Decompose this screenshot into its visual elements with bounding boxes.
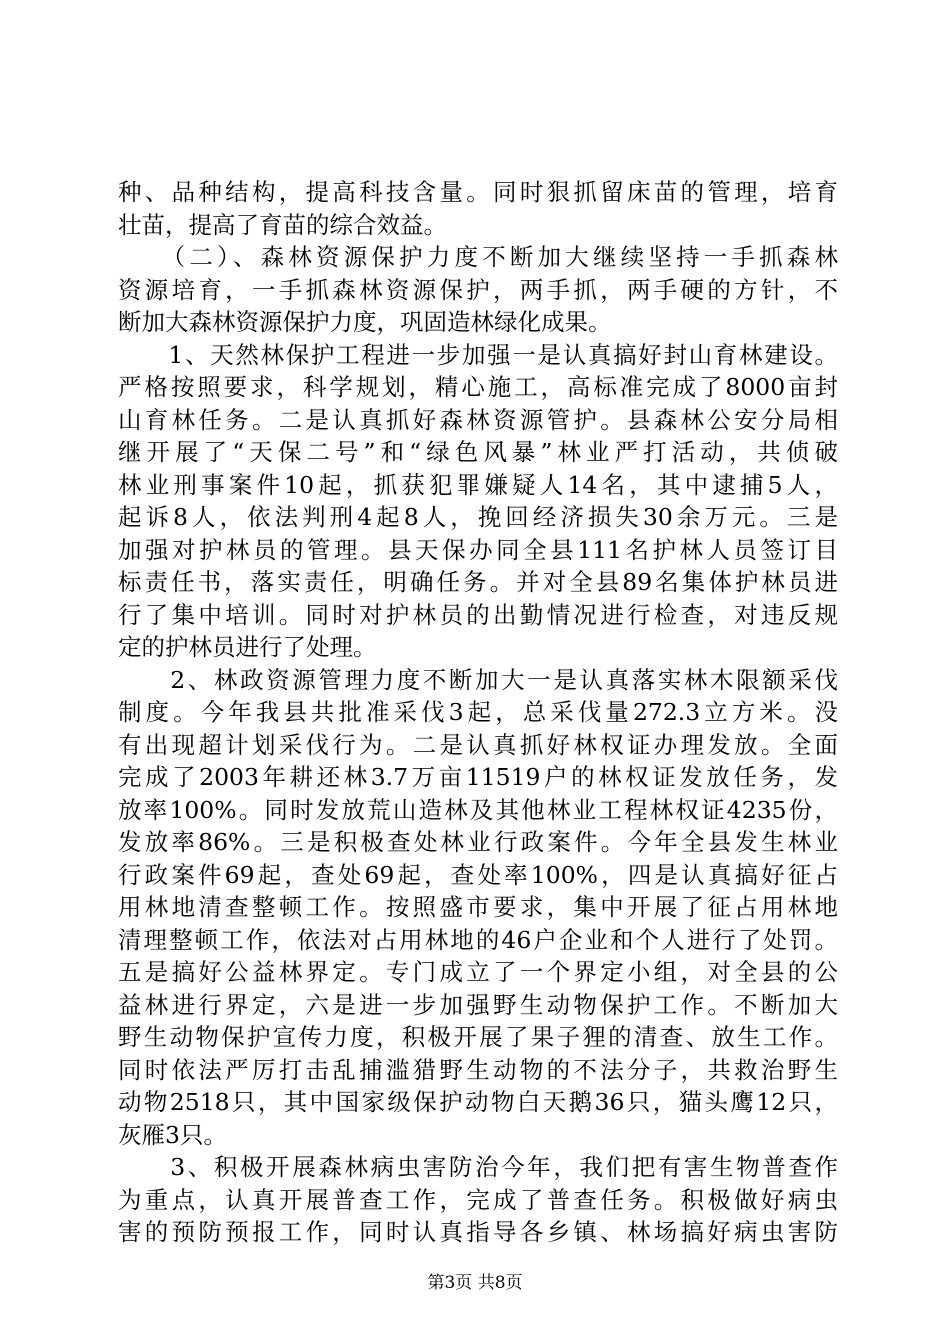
text-line: 完成了2003年耕还林3.7万亩11519户的林权证发放任务，发 [118,763,838,791]
text-line: 为重点，认真开展普查工作，完成了普查任务。积极做好病虫 [118,1185,838,1214]
text-line: 五是搞好公益林界定。专门成立了一个界定小组，对全县的公 [118,958,838,986]
text-line: 害的预防预报工作，同时认真指导各乡镇、林场搞好病虫害防 [118,1218,838,1246]
text-line: 清理整顿工作，依法对占用林地的46户企业和个人进行了处罚。 [118,925,838,954]
text-line: 发放率86%。三是积极查处林业行政案件。今年全县发生林业 [118,828,838,856]
text-line: （二）、森林资源保护力度不断加大继续坚持一手抓森林 [118,243,838,271]
text-line: 2、林政资源管理力度不断加大一是认真落实林木限额采伐 [118,665,838,694]
text-line: 动物2518只，其中国家级保护动物白天鹅36只，猫头鹰12只， [118,1088,838,1116]
text-line: 标责任书，落实责任，明确任务。并对全县89名集体护林员进 [118,568,838,596]
text-line: 断加大森林资源保护力度，巩固造林绿化成果。 [118,308,612,336]
text-line: 灰雁3只。 [118,1120,227,1149]
text-line: 用林地清查整顿工作。按照盛市要求，集中开展了征占用林地 [118,893,838,921]
text-line: 野生动物保护宣传力度，积极开展了果子狸的清查、放生工作。 [118,1023,838,1051]
text-line: 严格按照要求，科学规划，精心施工，高标准完成了8000亩封 [118,373,838,401]
text-line: 制度。今年我县共批准采伐3起，总采伐量272.3立方米。没 [118,698,838,726]
text-line: 加强对护林员的管理。县天保办同全县111名护林人员签订目 [118,535,838,564]
text-line: 行了集中培训。同时对护林员的出勤情况进行检查，对违反规 [118,600,838,629]
text-line: 资源培育，一手抓森林资源保护，两手抓，两手硬的方针，不 [118,275,838,304]
document-body [118,176,838,1249]
text-line: 益林进行界定，六是进一步加强野生动物保护工作。不断加大 [118,990,838,1019]
text-line: 壮苗，提高了育苗的综合效益。 [118,210,447,239]
text-line: 同时依法严厉打击乱捕滥猎野生动物的不法分子，共救治野生 [118,1055,838,1084]
text-line: 放率100%。同时发放荒山造林及其他林业工程林权证4235份， [118,795,838,824]
text-line: 定的护林员进行了处理。 [118,633,377,661]
text-line: 1、天然林保护工程进一步加强一是认真搞好封山育林建设。 [118,340,838,369]
text-line: 林业刑事案件10起，抓获犯罪嫌疑人14名，其中逮捕5人， [118,470,838,499]
text-line: 3、积极开展森林病虫害防治今年，我们把有害生物普查作 [118,1153,838,1181]
text-line: 有出现超计划采伐行为。二是认真抓好林权证办理发放。全面 [118,730,838,759]
text-line: 起诉8人，依法判刑4起8人，挽回经济损失30余万元。三是 [118,503,838,531]
text-line: 行政案件69起，查处69起，查处率100%，四是认真搞好征占 [118,860,838,889]
page-footer: 第3页 共8页 [427,1273,523,1293]
text-line: 继开展了“天保二号”和“绿色风暴”林业严打活动，共侦破 [118,438,838,466]
text-line: 种、品种结构，提高科技含量。同时狠抓留床苗的管理，培育 [118,178,838,206]
text-line: 山育林任务。二是认真抓好森林资源管护。县森林公安分局相 [118,405,838,434]
